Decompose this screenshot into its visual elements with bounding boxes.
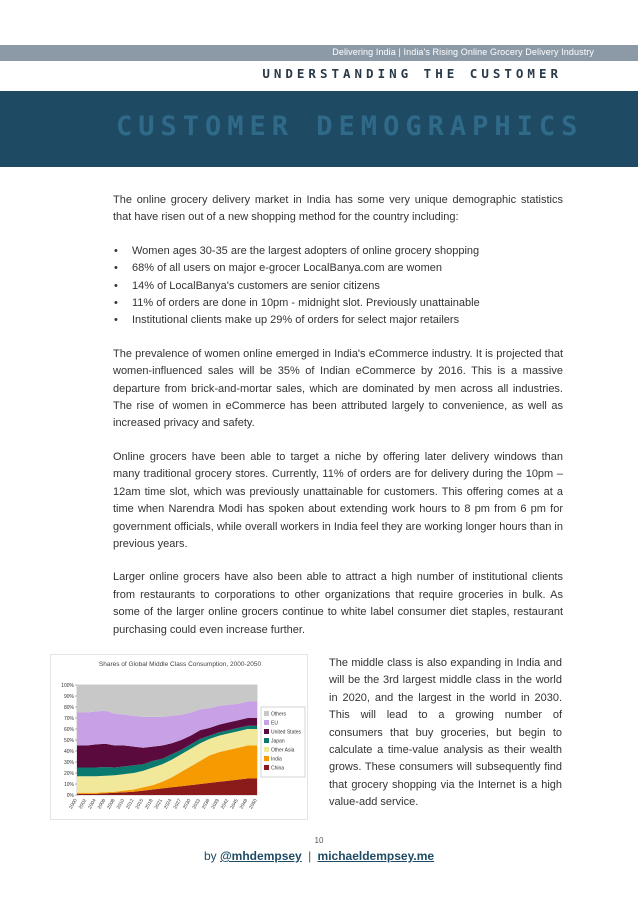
x-tick-label: 2033 (192, 798, 202, 811)
list-item: • 11% of orders are done in 10pm - midnight slot. Previously unattainable (113, 295, 563, 312)
list-item: • Institutional clients make up 29% of orders for select major retailers (113, 312, 563, 329)
legend-swatch (264, 711, 269, 716)
chart-canvas (51, 655, 309, 821)
x-tick-label: 2048 (239, 798, 250, 811)
list-item: • 14% of LocalBanya's customers are senior citizens (113, 278, 563, 295)
x-tick-label: 2045 (230, 798, 240, 811)
x-tick-label: 2018 (144, 798, 155, 811)
y-tick-label: 80% (63, 705, 74, 711)
legend-swatch (264, 729, 269, 734)
legend-label: China (271, 765, 285, 772)
footer-by: by (203, 849, 217, 863)
x-tick-label: 2008 (106, 798, 117, 811)
y-tick-label: 50% (63, 738, 74, 744)
x-tick-label: 2010 (116, 798, 127, 811)
footer-separator: | (308, 849, 312, 863)
x-tick-label: 2015 (135, 798, 146, 811)
x-tick-label: 2030 (182, 798, 193, 811)
y-tick-label: 20% (63, 771, 74, 777)
list-item: • 68% of all users on major e-grocer LocalBanya.com are women (113, 260, 563, 277)
legend-swatch (264, 756, 269, 761)
side-paragraph: The middle class is also expanding in India and will be the 3rd largest middle class in the world in 2020, and the largest in the world in 2030. This will lead to a growing number of consumers that buy groceries, but begin to calculate a time-value analysis as their wealth grows. These consumers will subsequently find that grocery shopping via the Internet is a high value-add service. (329, 657, 562, 809)
x-tick-label: 2027 (173, 798, 183, 811)
y-tick-label: 40% (63, 749, 74, 755)
legend-label: Other Asia (271, 747, 295, 754)
y-tick-label: 70% (63, 716, 74, 722)
page-title: CUSTOMER DEMOGRAPHICS (116, 111, 584, 142)
body-paragraph: Online grocers have been able to target a niche by offering later delivery windows than many traditional grocery stores. Currently, 11% of orders are for delivery during the 10pm – 12am time slot, which was previously unattainable for customers. This offering comes at a time when Narendra Modi has spoken about extending work hours to 8 pm from 6 pm for government officials, while overall workers in India feel they are working longer hours than in previous years. (113, 450, 563, 550)
main-content (113, 192, 563, 639)
y-tick-label: 60% (63, 727, 74, 733)
x-tick-label: 2042 (220, 798, 231, 811)
y-tick-label: 30% (63, 760, 74, 766)
twitter-handle-link[interactable]: @mhdempsey (219, 849, 302, 863)
page-number: 10 (314, 836, 324, 845)
document-meta: Delivering India | India's Rising Online Grocery Delivery Industry (332, 47, 594, 57)
section-label: UNDERSTANDING THE CUSTOMER (262, 66, 562, 81)
chart-title: Shares of Global Middle Class Consumption, 2000-2050 (98, 661, 262, 668)
legend-swatch (264, 720, 269, 725)
title-banner (0, 91, 638, 167)
legend-label: United States (271, 729, 302, 736)
header-strip (0, 45, 638, 61)
website-link[interactable]: michaeldempsey.me (317, 849, 435, 863)
x-tick-label: 2036 (201, 798, 212, 811)
x-tick-label: 2004 (87, 798, 98, 811)
x-tick-label: 2039 (211, 798, 221, 811)
y-tick-label: 90% (63, 694, 74, 700)
legend-label: Japan (271, 738, 285, 745)
y-tick-label: 100% (61, 683, 74, 689)
body-paragraph: The prevalence of women online emerged in India's eCommerce industry. It is projected that women-influenced sales will be 35% of Indian eCommerce by 2016. This is a massive departure from brick-and-mortar sales, which are dominated by men across all industries. The rise of women in eCommerce has been attributed largely to convenience, as well as increased privacy and safety. (113, 347, 563, 430)
y-tick-label: 0% (66, 793, 74, 799)
legend-label: Others (271, 711, 287, 718)
legend-swatch (264, 747, 269, 752)
legend-swatch (264, 738, 269, 743)
x-tick-label: 2012 (125, 798, 136, 811)
x-tick-label: 2024 (163, 798, 174, 811)
footer-credit (0, 849, 638, 863)
x-tick-label: 2050 (249, 798, 259, 811)
list-item: • Women ages 30-35 are the largest adopters of online grocery shopping (113, 243, 563, 260)
middle-class-chart (50, 654, 308, 820)
legend-label: India (271, 756, 282, 763)
legend-swatch (264, 765, 269, 770)
x-tick-label: 2002 (78, 798, 89, 811)
x-tick-label: 2021 (154, 798, 165, 811)
x-tick-label: 2006 (97, 798, 108, 811)
intro-paragraph: The online grocery delivery market in India has some very unique demographic statistics that have risen out of a new shopping method for the country including: (113, 194, 563, 224)
legend-label: EU (271, 720, 278, 727)
y-tick-label: 10% (63, 782, 74, 788)
x-tick-label: 2000 (69, 798, 79, 811)
stats-list (113, 243, 563, 330)
body-paragraph: Larger online grocers have also been able to attract a high number of institutional clients from restaurants to corporations to other organizations that require groceries in bulk. As some of the larger online grocers continue to white label consumer diet staples, restaurant purchasing could even increase further. (113, 571, 563, 636)
